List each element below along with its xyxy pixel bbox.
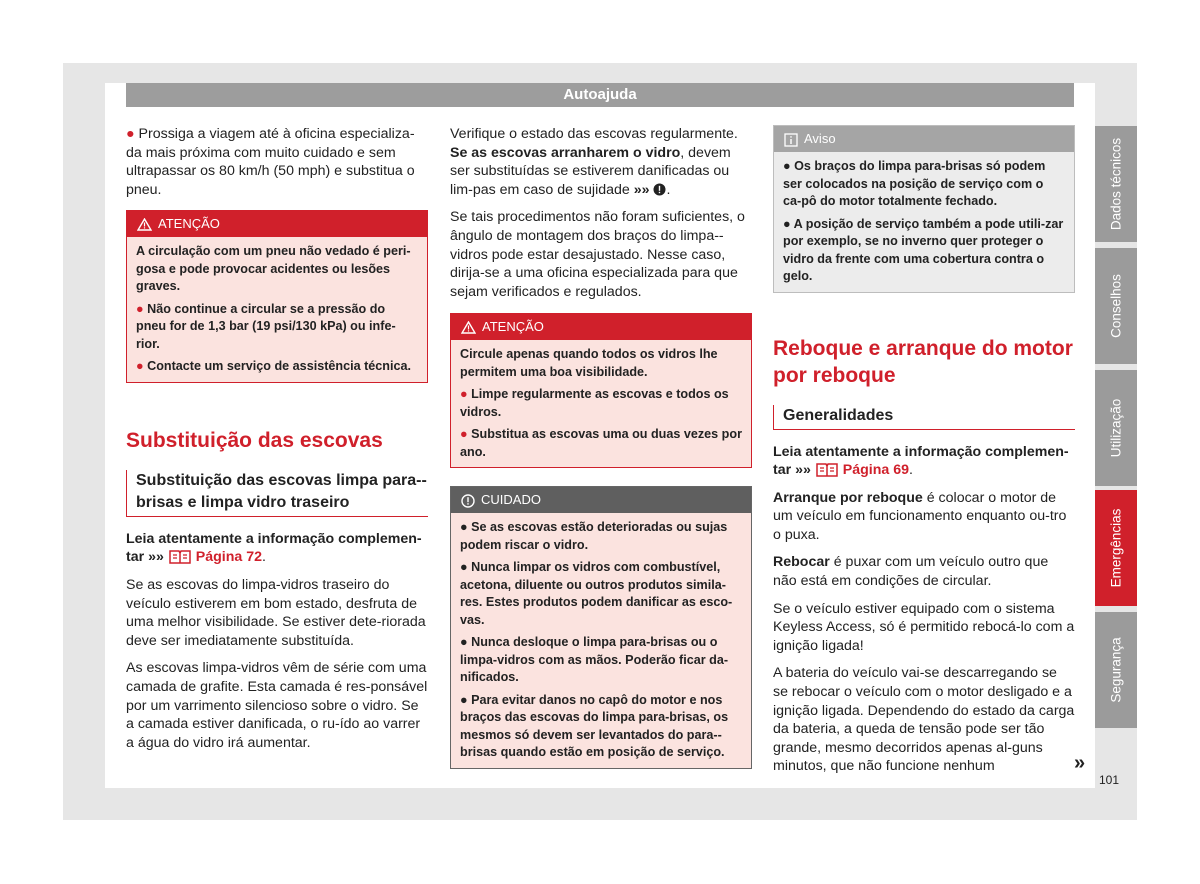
read-note: Leia atentamente a informação complemen-tar »» Página 72. — [126, 530, 422, 566]
section-title: Substituição das escovas — [126, 428, 383, 452]
paragraph: A bateria do veículo vai-se descarregando se se rebocar o veículo com o motor desligado e a ignição ligada. Dependendo do estado da carga da bateria, a queda de tensão pode ser tão grande, mesmo decorridos apenas al-guns minutos, que não funcione nenhum — [773, 665, 1075, 775]
read-note: Leia atentamente a informação complemen-tar »» Página 69. — [773, 443, 1069, 479]
caution-box-header: CUIDADO — [451, 487, 751, 513]
paragraph: As escovas limpa-vidros vêm de série com uma camada de grafite. Esta camada é res-ponsável por um varrimento silencioso sobre o vidro. Se a camada estiver danificada, o ru-ído ao varrer a água do vidro irá aumentar. — [126, 660, 428, 751]
warning-item: ● Limpe regularmente as escovas e todos os vidros. — [460, 387, 729, 419]
section-title: Reboque e arranque do motor por reboque — [773, 336, 1073, 387]
tab-utilizacao[interactable]: Utilização — [1095, 370, 1137, 486]
caution-circle-icon — [653, 183, 666, 196]
warning-triangle-icon — [137, 218, 152, 231]
notice-item: ● A posição de serviço também a pode utili-zar por exemplo, se no inverno quer proteger o vidro da frente com uma cobertura contra o gelo. — [783, 216, 1064, 283]
caution-item: ● Para evitar danos no capô do motor e nos braços das escovas do limpa para-brisas, os mesmos só devem ser levantados do para--brisas quando estão em posição de serviço. — [460, 692, 729, 760]
bullet-icon: ● — [126, 126, 135, 142]
tab-dados-tecnicos[interactable]: Dados técnicos — [1095, 126, 1137, 242]
paragraph: Verifique o estado das escovas regularmente. Se as escovas arranharem o vidro, devem ser substituídas se estiverem danificadas ou lim-pas em caso de sujidade »» . — [450, 126, 738, 198]
warning-item: ● Não continue a circular se a pressão do pneu for de 1,3 bar (19 psi/130 kPa) ou infe-rior. — [136, 301, 396, 351]
subsection-title: Substituição das escovas limpa para--brisas e limpa vidro traseiro — [126, 470, 428, 517]
page-link[interactable]: Página 72 — [168, 549, 262, 565]
subsection-title: Generalidades — [773, 405, 1075, 430]
caution-box — [450, 486, 752, 769]
warning-triangle-icon — [461, 321, 476, 334]
paragraph: Arranque por reboque é colocar o motor de um veículo em funcionamento enquanto ou-tro o puxa. — [773, 489, 1067, 543]
warning-text: Circule apenas quando todos os vidros lhe permitem uma boa visibilidade. — [460, 347, 718, 379]
warning-box-header: ATENÇÃO — [127, 211, 427, 237]
warning-item: ● Contacte um serviço de assistência técnica. — [136, 359, 411, 374]
continue-mark: » — [1074, 752, 1086, 774]
page-header: Autoajuda — [126, 83, 1074, 107]
info-icon — [784, 133, 798, 147]
notice-box-header: Aviso — [774, 126, 1074, 152]
warning-item: ● Substitua as escovas uma ou duas vezes por ano. — [460, 427, 742, 459]
warning-text: A circulação com um pneu não vedado é peri-gosa e pode provocar acidentes ou lesões graves. — [136, 244, 411, 294]
warning-box-header: ATENÇÃO — [451, 314, 751, 340]
tab-seguranca[interactable]: Segurança — [1095, 612, 1137, 728]
tab-emergencias[interactable]: Emergências — [1095, 490, 1137, 606]
column-1 — [126, 125, 428, 761]
notice-item: ● Os braços do limpa para-brisas só podem ser colocados na posição de serviço com o ca-pô do motor totalmente fechado. — [783, 159, 1046, 208]
caution-item: ● Nunca desloque o limpa para-brisas ou o limpa-vidros com as mãos. Poderão ficar da-nificados. — [460, 635, 729, 685]
column-3 — [773, 125, 1075, 785]
tab-conselhos[interactable]: Conselhos — [1095, 248, 1137, 364]
column-2 — [450, 125, 752, 769]
notice-box — [773, 125, 1075, 293]
caution-circle-icon — [461, 494, 475, 508]
caution-item: ● Nunca limpar os vidros com combustível, acetona, diluente ou outros produtos simila-res. Estes produtos podem danificar as esco-vas. — [460, 560, 733, 627]
paragraph: Se as escovas do limpa-vidros traseiro do veículo estiverem em bom estado, desfruta de uma melhor visibilidade. Se estiver dete-riorada deve ser imediatamente substituída. — [126, 577, 426, 649]
page-link[interactable]: Página 69 — [815, 462, 909, 478]
paragraph: Se tais procedimentos não foram suficientes, o ângulo de montagem dos braços do limpa--vidros pode estar desajustado. Nesse caso, dirija-se a uma oficina especializada para que sejam verificados e regulados. — [450, 209, 745, 300]
book-reference-icon — [815, 461, 839, 477]
paragraph: Se o veículo estiver equipado com o sistema Keyless Access, só é permitido rebocá-lo com a ignição ligada! — [773, 600, 1075, 654]
intro-paragraph: ● Prossiga a viagem até à oficina especializa-da mais próxima com muito cuidado e sem ultrapassar os 80 km/h (50 mph) e substitua o pneu. — [126, 126, 415, 198]
warning-box — [126, 210, 428, 383]
warning-box — [450, 313, 752, 468]
page-number: 101 — [1099, 773, 1120, 787]
book-reference-icon — [168, 548, 192, 564]
paragraph: Rebocar é puxar com um veículo outro que não está em condições de circular. — [773, 554, 1049, 590]
caution-item: ● Se as escovas estão deterioradas ou sujas podem riscar o vidro. — [460, 520, 728, 552]
